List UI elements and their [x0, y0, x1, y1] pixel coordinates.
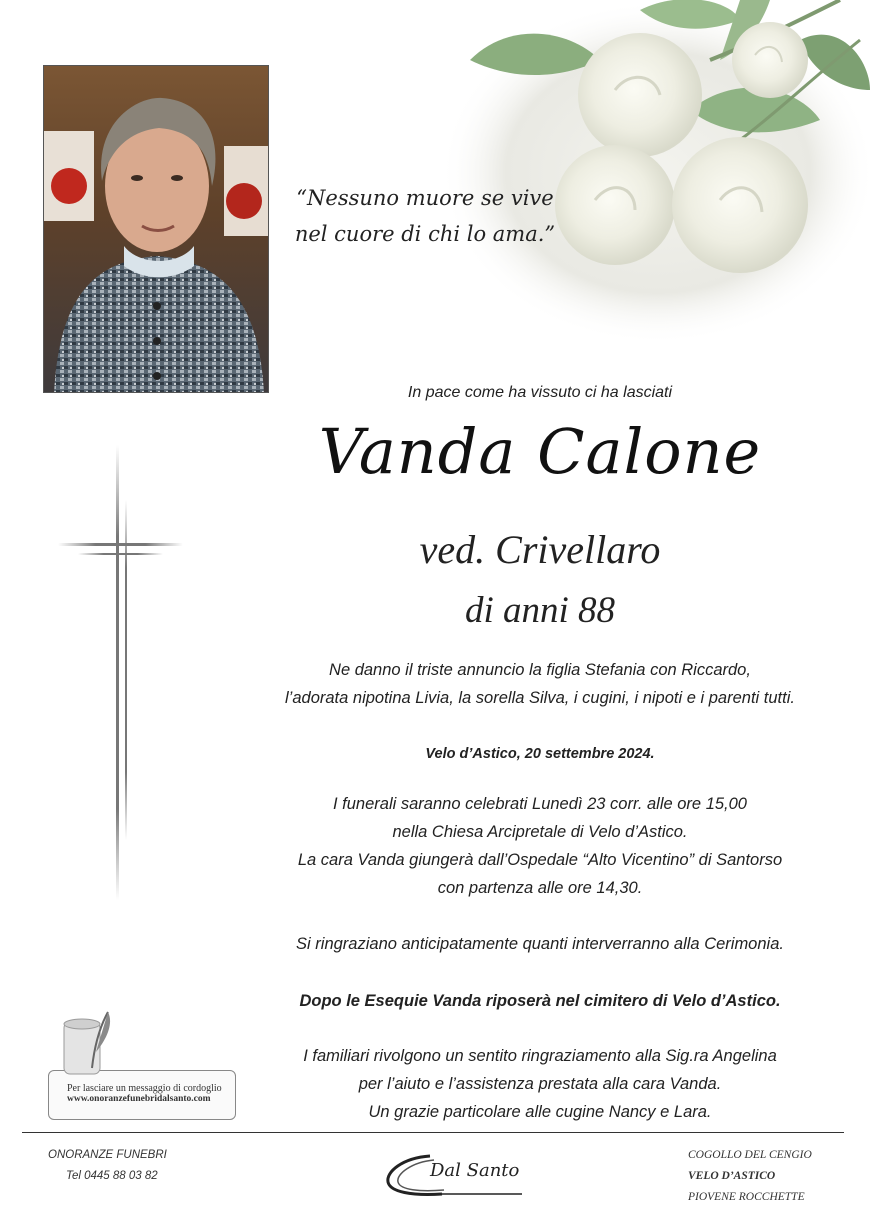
- footer-left: [48, 1145, 167, 1187]
- location-line: PIOVENE ROCCHETTE: [688, 1191, 805, 1203]
- widow-of: ved. Crivellaro: [419, 527, 661, 572]
- portrait-photo: [43, 65, 269, 393]
- memorial-quote: [290, 180, 560, 252]
- location-line: COGOLLO DEL CENGIO: [688, 1149, 812, 1161]
- family-thanks-line: Un grazie particolare alle cugine Nancy e Lara.: [368, 1103, 712, 1121]
- quote-line: “Nessuno muore se vive: [296, 186, 554, 210]
- scroll-quill-icon: [58, 1010, 118, 1080]
- footer-divider: [22, 1132, 844, 1133]
- thanks-text: Si ringraziano anticipatamente quanti interverranno alla Cerimonia.: [296, 935, 784, 953]
- family-thanks: [230, 1042, 850, 1126]
- intro-text: In pace come ha vissuto ci ha lasciati: [407, 384, 673, 401]
- funeral-line: nella Chiesa Arcipretale di Velo d’Astico.: [392, 823, 688, 841]
- condolence-label: Per lasciare un messaggio di cordoglio: [67, 1083, 222, 1094]
- place-date: Velo d’Astico, 20 settembre 2024.: [425, 746, 655, 762]
- burial-text: Dopo le Esequie Vanda riposerà nel cimitero di Velo d’Astico.: [299, 992, 781, 1010]
- deceased-name: Vanda Calone: [318, 415, 762, 488]
- funeral-line: con partenza alle ore 14,30.: [437, 879, 643, 897]
- funeral-line: I funerali saranno celebrati Lunedì 23 corr. alle ore 15,00: [333, 795, 747, 813]
- white-roses-decoration: [440, 0, 876, 345]
- announcement-line: Ne danno il triste annuncio la figlia Stefania con Riccardo,: [329, 661, 751, 679]
- funeral-line: La cara Vanda giungerà dall’Ospedale “Alto Vicentino” di Santorso: [297, 851, 783, 869]
- announcement-line: l’adorata nipotina Livia, la sorella Silva, i cugini, i nipoti e i parenti tutti.: [285, 689, 795, 707]
- funeral-details: [230, 790, 850, 902]
- funeral-home-label: ONORANZE FUNEBRI: [48, 1149, 167, 1161]
- family-thanks-line: I familiari rivolgono un sentito ringraziamento alla Sig.ra Angelina: [303, 1047, 777, 1065]
- phone-number: Tel 0445 88 03 82: [66, 1170, 158, 1182]
- logo-text: Dal Santo: [430, 1160, 520, 1181]
- footer-right: [688, 1145, 812, 1208]
- location-line: VELO D’ASTICO: [688, 1170, 776, 1182]
- announcement: [230, 656, 850, 712]
- age: di anni 88: [464, 590, 616, 631]
- family-thanks-line: per l’aiuto e l’assistenza prestata alla cara Vanda.: [358, 1075, 722, 1093]
- condolence-url-link[interactable]: www.onoranzefunebridalsanto.com: [67, 1094, 211, 1104]
- quote-line: nel cuore di chi lo ama.”: [294, 222, 556, 246]
- cross-icon: [58, 445, 183, 905]
